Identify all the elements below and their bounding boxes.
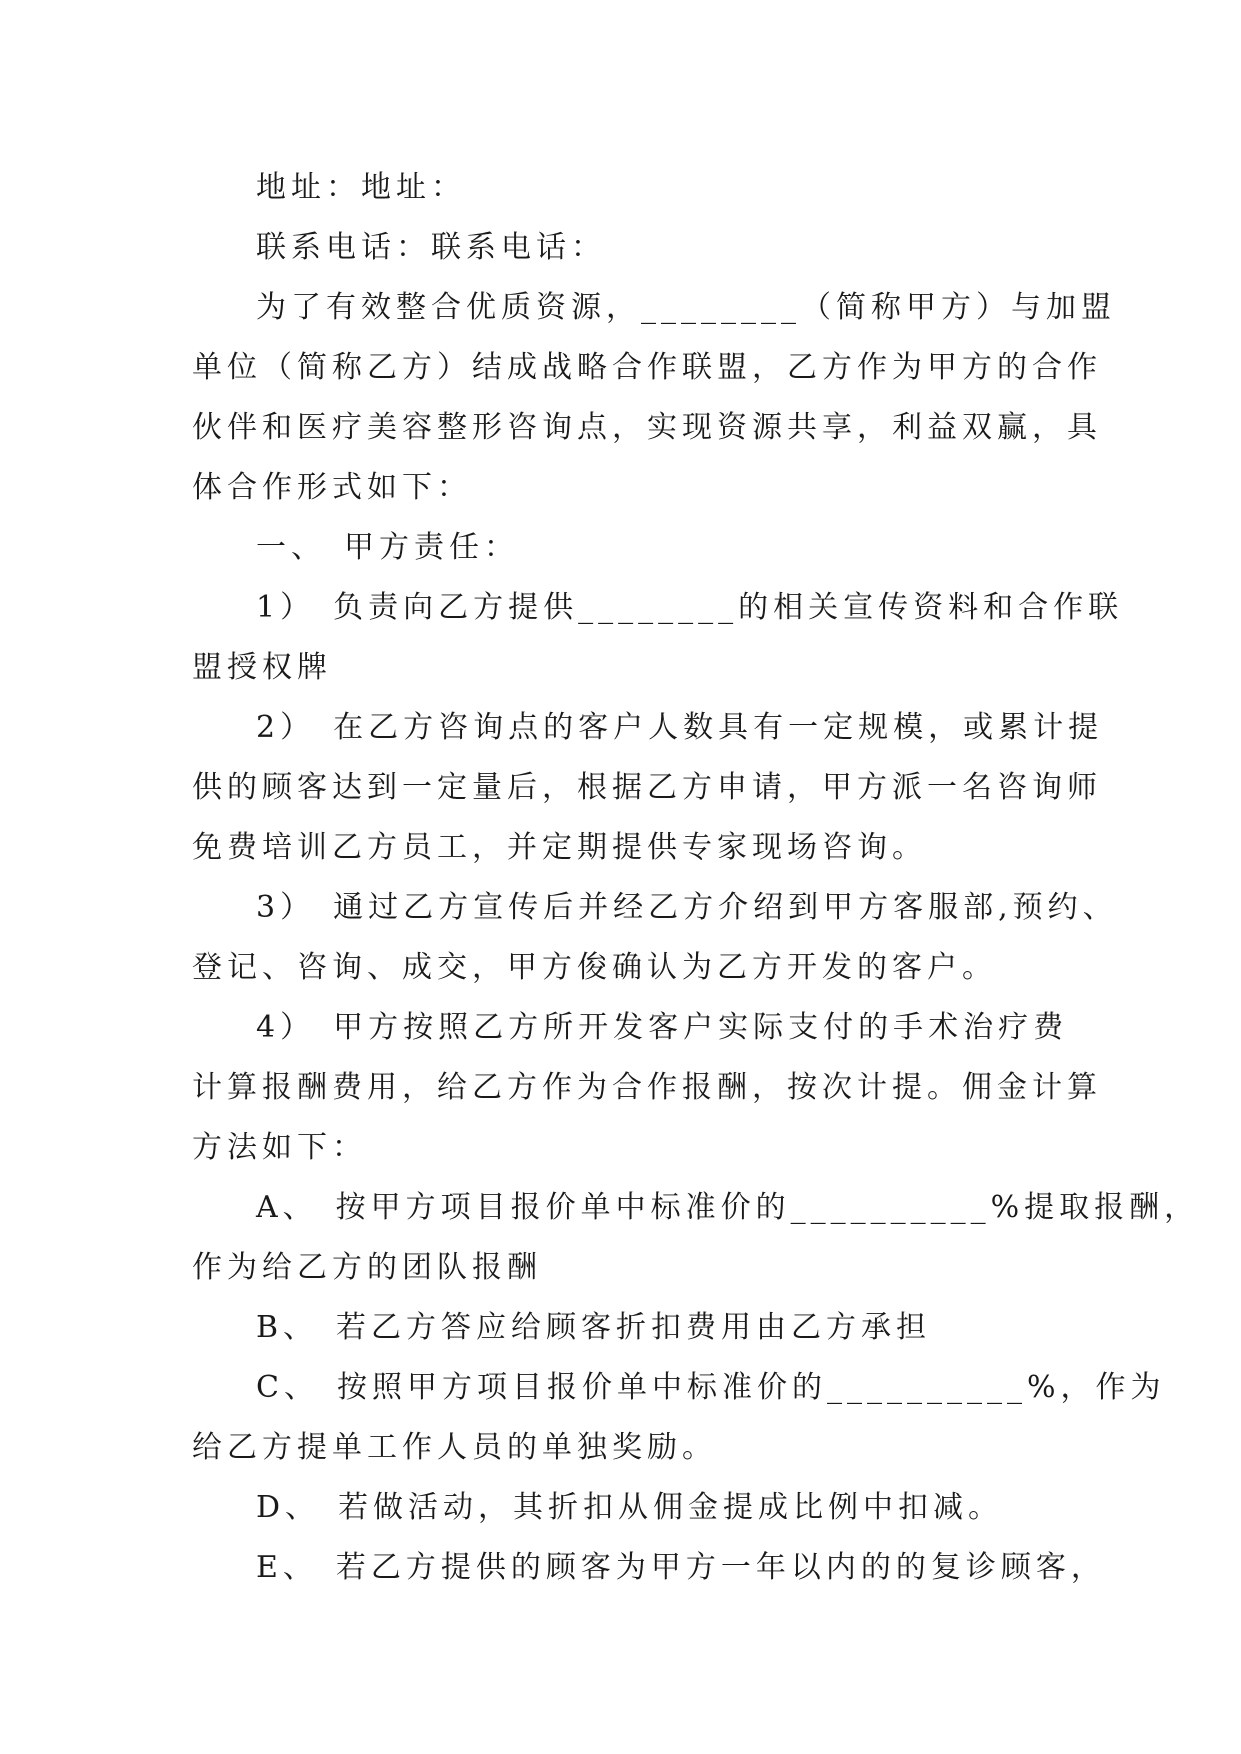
- section-number: 一、: [256, 530, 326, 565]
- item-a-line-2: 作为给乙方的团队报酬: [192, 1250, 542, 1285]
- section-heading: [192, 518, 1052, 578]
- item-3-text: 通过乙方宣传后并经乙方介绍到甲方客服部,预约、: [333, 890, 1118, 925]
- item-a-number: A、: [256, 1190, 318, 1225]
- item-2-text: 在乙方咨询点的客户人数具有一定规模，或累计提: [333, 710, 1104, 745]
- item-1-line-2: 盟授权牌: [192, 650, 332, 685]
- item-d-text: 若做活动，其折扣从佣金提成比例中扣减。: [338, 1490, 1004, 1525]
- item-b-text: 若乙方答应给顾客折扣费用由乙方承担: [336, 1310, 932, 1345]
- item-a-line-1: [192, 1178, 1200, 1238]
- item-3-number: 3）: [256, 890, 316, 925]
- item-4-text: 甲方按照乙方所开发客户实际支付的手术治疗费: [333, 1010, 1069, 1045]
- intro-line-2: 单位（简称乙方）结成战略合作联盟，乙方作为甲方的合作: [192, 350, 1102, 385]
- intro-line-4: 体合作形式如下：: [192, 470, 472, 505]
- item-d-line-1: [192, 1478, 1052, 1538]
- item-2-number: 2）: [256, 710, 316, 745]
- item-c-line-2: 给乙方提单工作人员的单独奖励。: [192, 1430, 717, 1465]
- item-b-number: B、: [256, 1310, 319, 1345]
- item-4-line-1: [192, 998, 1069, 1058]
- item-b-line-1: [192, 1298, 1052, 1358]
- phone-line: 联系电话：联系电话：: [256, 230, 606, 265]
- item-e-line-1: [192, 1538, 1106, 1598]
- document-body: [192, 158, 1200, 1598]
- item-1-text: 负责向乙方提供________的相关宣传资料和合作联: [333, 590, 1124, 625]
- item-3-line-2: 登记、咨询、成交，甲方俊确认为乙方开发的客户。: [192, 950, 997, 985]
- item-4-line-3: 方法如下：: [192, 1130, 367, 1165]
- item-c-text: 按照甲方项目报价单中标准价的__________%，作为: [336, 1370, 1166, 1405]
- item-4-line-2: 计算报酬费用，给乙方作为合作报酬，按次计提。佣金计算: [192, 1070, 1102, 1105]
- item-c-number: C、: [256, 1370, 319, 1405]
- item-2-line-2: 供的顾客达到一定量后，根据乙方申请，甲方派一名咨询师: [192, 770, 1102, 805]
- address-line: 地址：地址：: [256, 170, 466, 205]
- intro-line-1: 为了有效整合优质资源，________（简称甲方）与加盟: [256, 290, 1116, 325]
- item-1-line-1: [192, 578, 1124, 638]
- item-e-number: E、: [256, 1550, 318, 1585]
- item-3-line-1: [192, 878, 1118, 938]
- intro-line-3: 伙伴和医疗美容整形咨询点，实现资源共享，利益双赢，具: [192, 410, 1102, 445]
- item-4-number: 4）: [256, 1010, 316, 1045]
- item-2-line-1: [192, 698, 1104, 758]
- section-title: 甲方责任：: [344, 530, 519, 565]
- item-1-number: 1）: [256, 590, 316, 625]
- item-d-number: D、: [256, 1490, 321, 1525]
- item-c-line-1: [192, 1358, 1166, 1418]
- item-a-text: 按甲方项目报价单中标准价的__________%提取报酬，: [335, 1190, 1200, 1225]
- item-e-text: 若乙方提供的顾客为甲方一年以内的的复诊顾客，: [335, 1550, 1106, 1585]
- item-2-line-3: 免费培训乙方员工，并定期提供专家现场咨询。: [192, 830, 927, 865]
